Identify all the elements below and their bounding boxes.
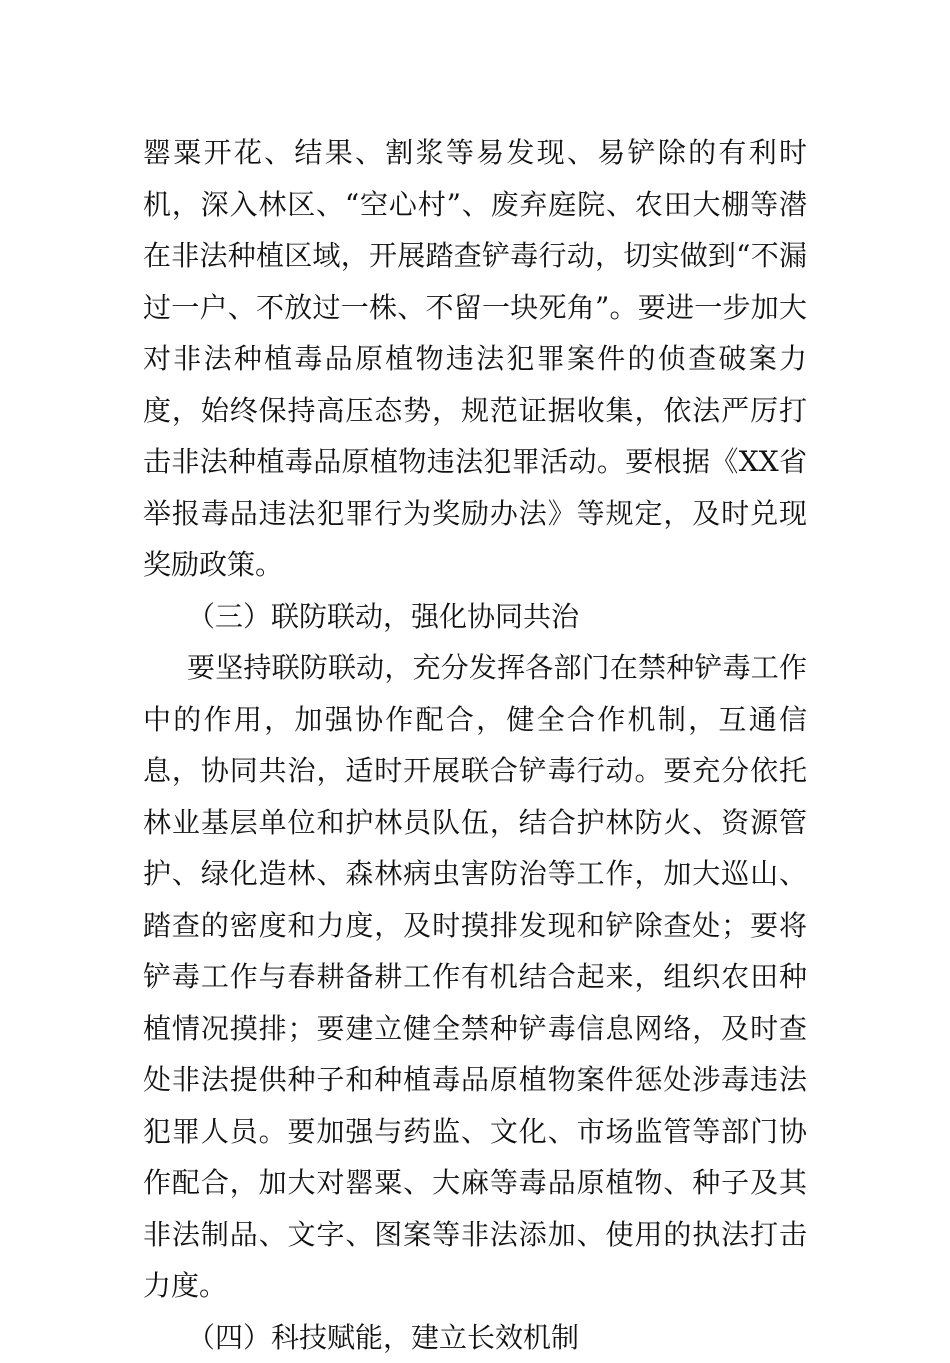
document-body: [143, 127, 807, 1363]
section-heading-4: （四）科技赋能，建立长效机制: [143, 1312, 807, 1363]
paragraph-continued: 罂粟开花、结果、割浆等易发现、易铲除的有利时机，深入林区、“空心村”、废弃庭院、农田大棚等潜在非法种植区域，开展踏查铲毒行动，切实做到“不漏过一户、不放过一株、不留一块死角”。要进一步加大对非法种植毒品原植物违法犯罪案件的侦查破案力度，始终保持高压态势，规范证据收集，依法严厉打击非法种植毒品原植物违法犯罪活动。要根据《XX省举报毒品违法犯罪行为奖励办法》等规定，及时兑现奖励政策。: [143, 127, 807, 591]
paragraph-joint-prevention: 要坚持联防联动，充分发挥各部门在禁种铲毒工作中的作用，加强协作配合，健全合作机制，互通信息，协同共治，适时开展联合铲毒行动。要充分依托林业基层单位和护林员队伍，结合护林防火、资源管护、绿化造林、森林病虫害防治等工作，加大巡山、踏查的密度和力度，及时摸排发现和铲除查处；要将铲毒工作与春耕备耕工作有机结合起来，组织农田种植情况摸排；要建立健全禁种铲毒信息网络，及时查处非法提供种子和种植毒品原植物案件惩处涉毒违法犯罪人员。要加强与药监、文化、市场监管等部门协作配合，加大对罂粟、大麻等毒品原植物、种子及其非法制品、文字、图案等非法添加、使用的执法打击力度。: [143, 642, 807, 1312]
section-heading-3: （三）联防联动，强化协同共治: [143, 591, 807, 643]
